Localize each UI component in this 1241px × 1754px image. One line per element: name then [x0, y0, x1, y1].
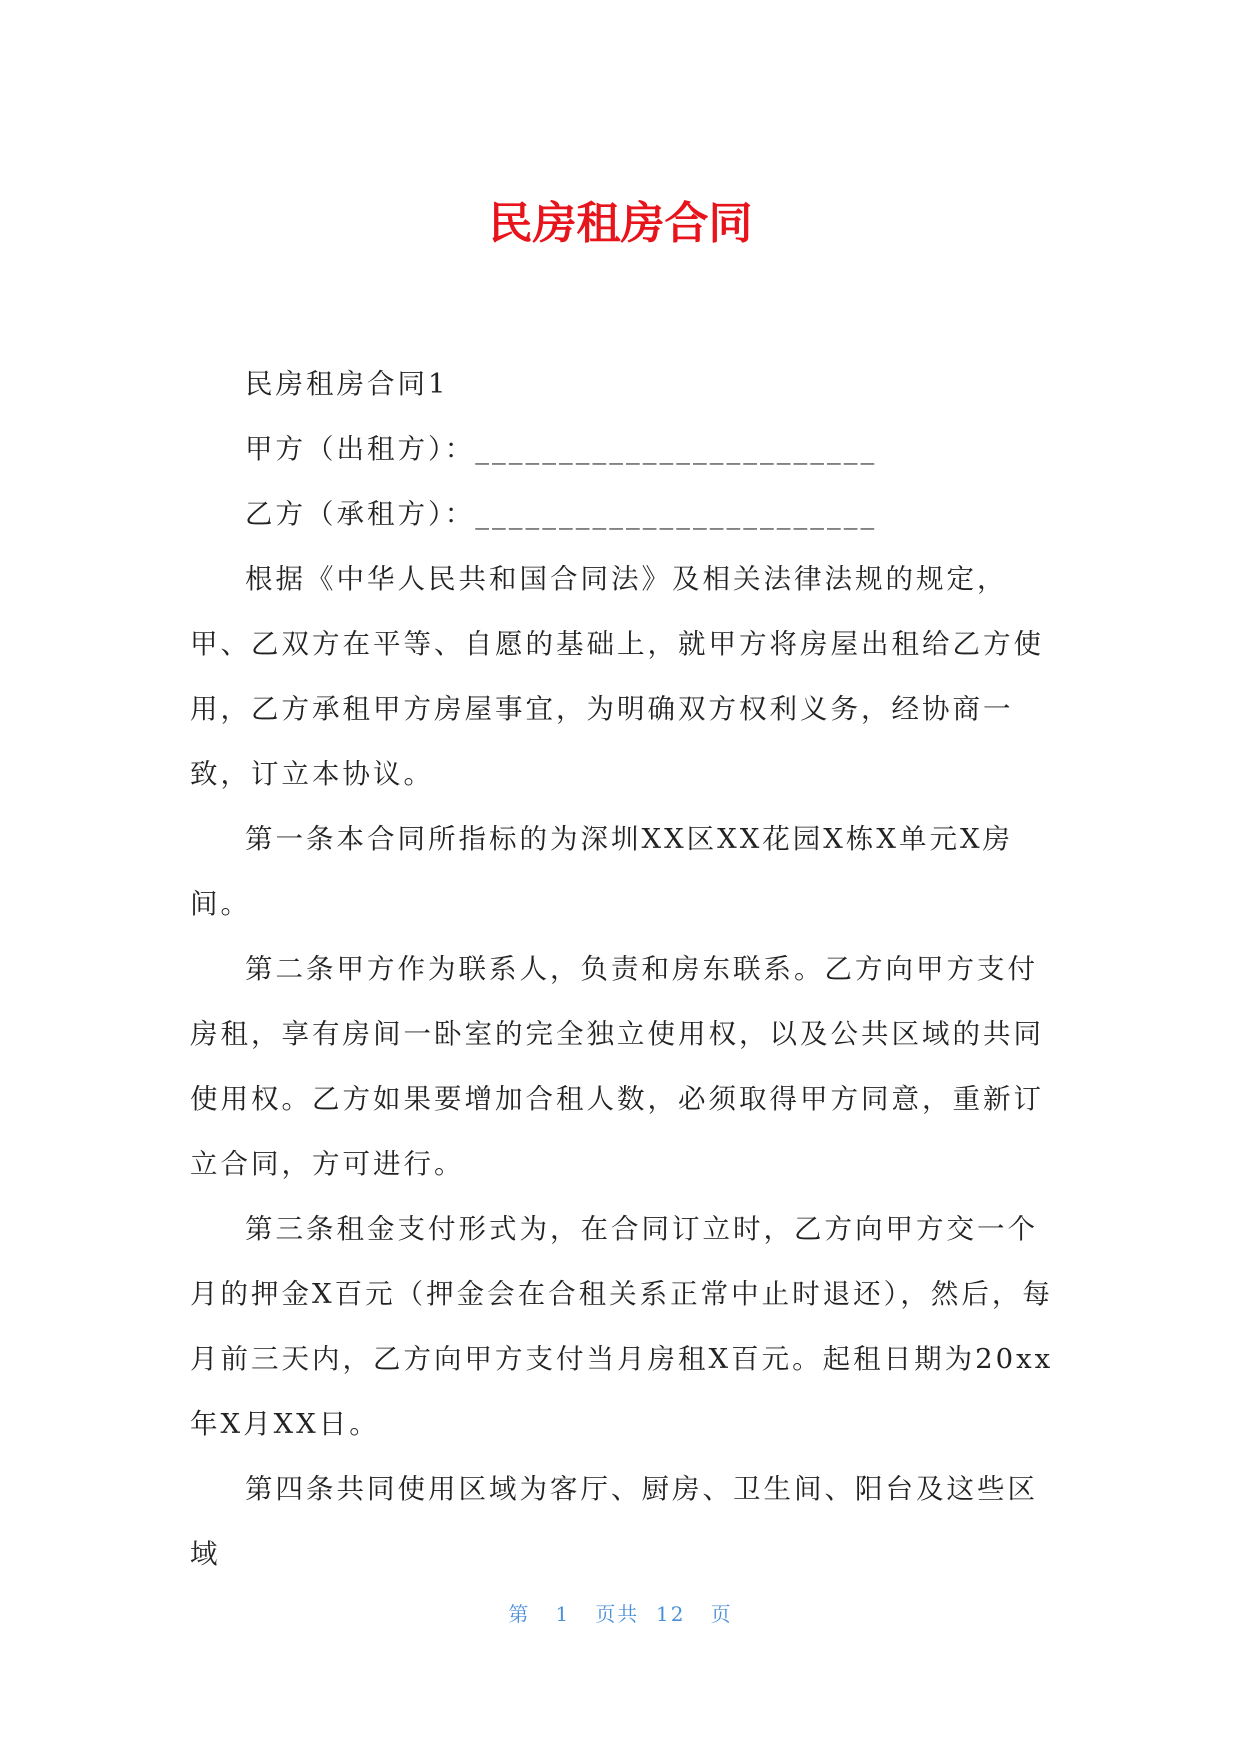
party-b-line: 乙方（承租方）：________________________	[245, 498, 878, 530]
party-a-line: 甲方（出租方）：________________________	[245, 433, 878, 465]
article-3: 第三条租金支付形式为，在合同订立时，乙方向甲方交一个月的押金X百元（押金会在合租关系正常中止时退还），然后，每月前三天内，乙方向甲方支付当月房租X百元。起租日期为20xx年X月XX日。	[190, 1213, 1054, 1440]
footer-total-pages: 12	[656, 1602, 686, 1626]
footer-page-number: 1	[555, 1602, 571, 1626]
article-1: 第一条本合同所指标的为深圳XX区XX花园X栋X单元X房间。	[190, 823, 1014, 920]
footer-suffix: 页	[710, 1602, 733, 1626]
page-title: 民房租房合同	[488, 198, 753, 249]
contract-subtitle: 民房租房合同1	[245, 368, 449, 400]
page-footer	[0, 1600, 1241, 1628]
document-body	[190, 352, 1056, 1587]
article-4: 第四条共同使用区域为客厅、厨房、卫生间、阳台及这些区域	[190, 1473, 1038, 1570]
footer-prefix: 第	[508, 1602, 531, 1626]
article-2: 第二条甲方作为联系人，负责和房东联系。乙方向甲方支付房租，享有房间一卧室的完全独立使用权，以及公共区域的共同使用权。乙方如果要增加合租人数，必须取得甲方同意，重新订立合同，方可进行。	[190, 953, 1044, 1180]
preamble-paragraph: 根据《中华人民共和国合同法》及相关法律法规的规定，甲、乙双方在平等、自愿的基础上，就甲方将房屋出租给乙方使用，乙方承租甲方房屋事宜，为明确双方权利义务，经协商一致，订立本协议。	[190, 563, 1044, 790]
footer-middle: 页共	[595, 1602, 640, 1626]
